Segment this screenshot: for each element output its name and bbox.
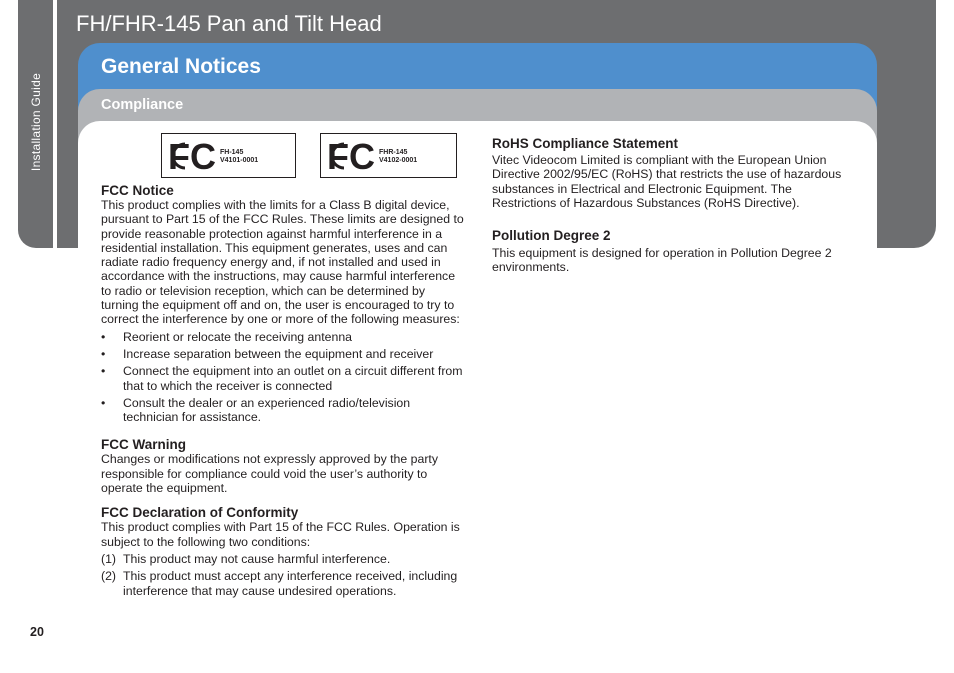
list-item xyxy=(101,552,466,566)
list-text: This product may not cause harmful interference. xyxy=(123,551,391,566)
side-label-text: Installation Guide xyxy=(29,72,43,172)
svg-text:FC: FC xyxy=(327,139,375,173)
left-column xyxy=(101,183,466,598)
pollution-body: This equipment is designed for operation in Pollution Degree 2 environments. xyxy=(492,246,832,275)
page-number: 20 xyxy=(30,625,44,639)
fcc-warning-body: Changes or modifications not expressly approved by the party responsible for compliance could void the user’s authority to operate the equipment. xyxy=(101,452,438,496)
side-label xyxy=(22,62,50,182)
fcc-code: V4101-0001 xyxy=(220,157,259,164)
list-item xyxy=(101,569,466,598)
fcc-model: FH-145 xyxy=(220,149,244,156)
right-column xyxy=(492,136,852,275)
fcc-logo-icon xyxy=(327,139,375,173)
fcc-label-text xyxy=(220,149,258,165)
list-text: This product must accept any interference received, including interference that may cause undesired operations. xyxy=(123,569,458,598)
rohs-body: Vitec Videocom Limited is compliant with the European Union Directive 2002/95/EC (RoHS) that restricts the use of hazardous substances in Electrical and Electronic Equipment. The Restrictions of Hazardous Substances (RoHS Directive). xyxy=(492,153,842,210)
fcc-declaration-list xyxy=(101,552,466,598)
pollution-heading: Pollution Degree 2 xyxy=(492,228,611,244)
fcc-declaration-heading: FCC Declaration of Conformity xyxy=(101,505,299,521)
fcc-code: V4102-0001 xyxy=(379,157,418,164)
svg-text:FC: FC xyxy=(168,139,216,173)
rohs-heading: RoHS Compliance Statement xyxy=(492,136,679,151)
fcc-notice-bullets xyxy=(101,330,466,425)
fcc-notice-body: This product complies with the limits for a Class B digital device, pursuant to Part 15 of the FCC Rules. These limits are designed to provide reasonable protection against harmful interference in a residential installation. This equipment generates, uses and can radiate radio frequency energy and, if not installed and used in accordance with the instructions, may cause harmful interference to radio or television reception, which can be determined by turning the equipment off and on, the user is encouraged to try to correct the interference by one or more of the following measures: xyxy=(101,198,464,327)
fcc-warning-heading: FCC Warning xyxy=(101,437,186,453)
fcc-label-text xyxy=(379,149,417,165)
list-item: • Increase separation between the equipment and receiver xyxy=(101,347,466,361)
fcc-model: FHR-145 xyxy=(379,149,408,156)
fcc-declaration-body: This product complies with Part 15 of the FCC Rules. Operation is subject to the following two conditions: xyxy=(101,520,460,549)
page-title: FH/FHR-145 Pan and Tilt Head xyxy=(76,11,382,36)
list-item: • Reorient or relocate the receiving antenna xyxy=(101,330,466,344)
fcc-label-fh145 xyxy=(161,133,296,178)
list-marker: (2) xyxy=(101,569,117,584)
section-title: General Notices xyxy=(101,55,261,78)
fcc-notice-heading: FCC Notice xyxy=(101,183,174,198)
subsection-title: Compliance xyxy=(101,97,184,113)
fcc-logo-icon xyxy=(168,139,216,173)
fcc-label-fhr145 xyxy=(320,133,457,178)
list-item: • Consult the dealer or an experienced radio/television technician for assistance. xyxy=(101,396,466,425)
list-marker: (1) xyxy=(101,551,117,566)
list-item: • Connect the equipment into an outlet on a circuit different from that to which the receiver is connected xyxy=(101,364,466,393)
